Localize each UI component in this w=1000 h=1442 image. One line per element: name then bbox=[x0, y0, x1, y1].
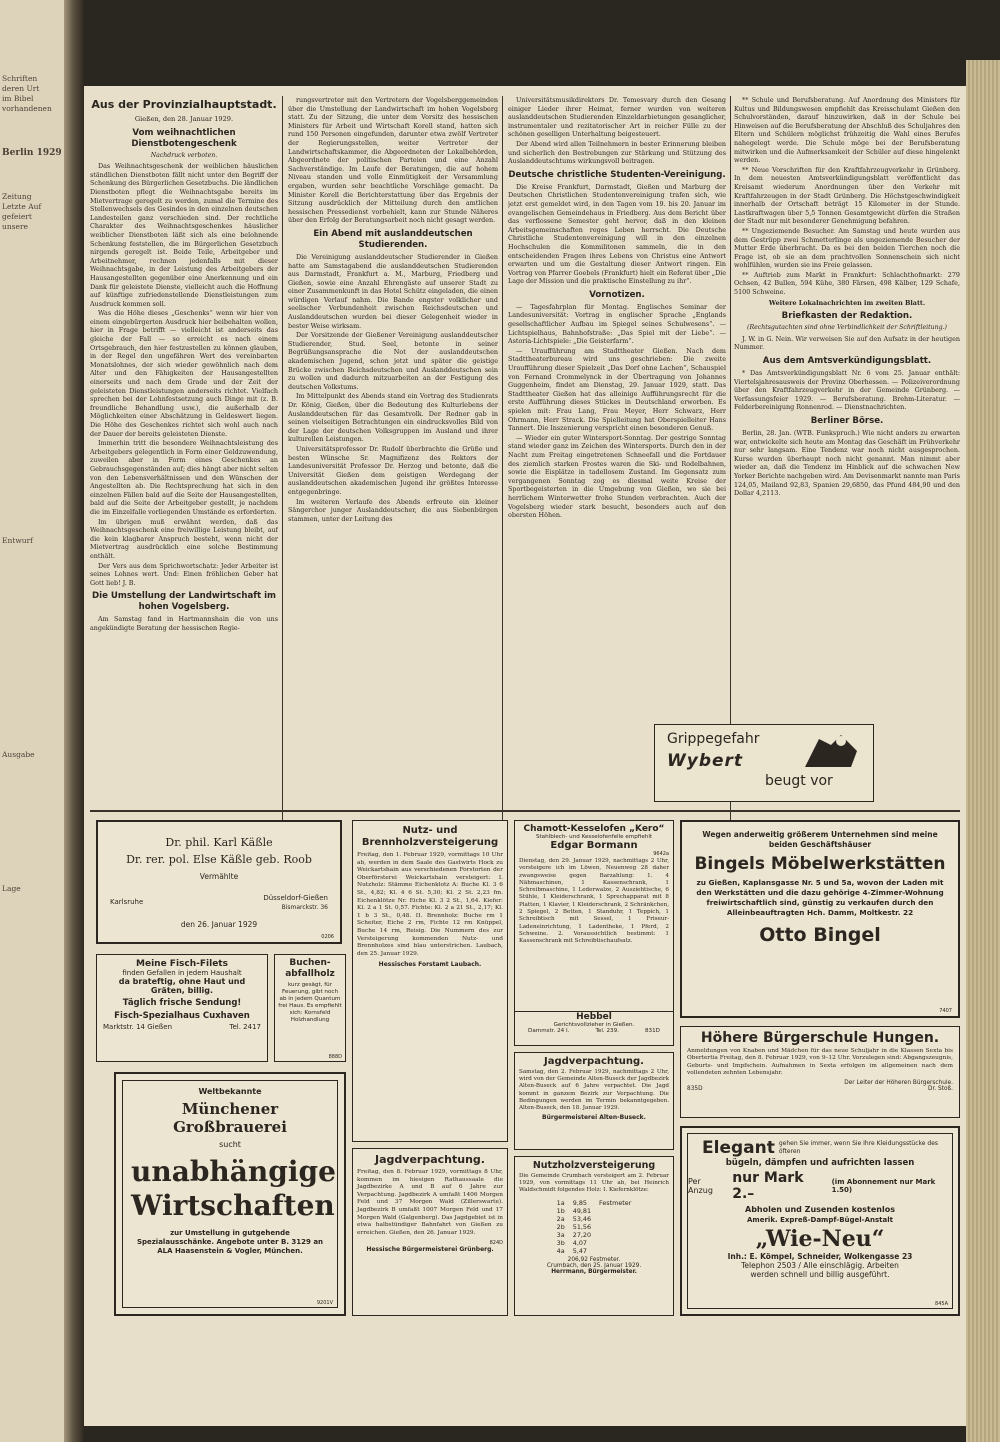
ad-address: Marktstr. 14 Gießen bbox=[103, 1023, 173, 1031]
ad-nutzholz bbox=[514, 1156, 674, 1316]
holz-cell bbox=[595, 1247, 635, 1255]
holz-cell: 9,85 bbox=[572, 1198, 587, 1207]
ad-wie-neu bbox=[680, 1126, 960, 1316]
column-2 bbox=[288, 96, 498, 822]
ad-subtitle: Stahlblech- und Kesselofenfelle empfiehlt bbox=[535, 834, 653, 840]
holz-cell: 5,47 bbox=[572, 1246, 587, 1255]
ad-phone: Tel. 2417 bbox=[229, 1023, 261, 1031]
article-heading: Vom weihnachtlichen Dienstbotengeschenk bbox=[131, 127, 237, 149]
ad-bingel bbox=[680, 820, 960, 1018]
ad-price-row bbox=[688, 1170, 952, 1202]
paragraph: * Das Amtsverkündigungsblatt Nr. 6 vom 25. Januar enthält: Viertelsjahresausweis der Provinz Oberhessen. — Polizeiverordnung über den Kraftfahrzeugverkehr in der Gemeinde Grünberg. — Verfassungsfeier 1929. — Berufsberatung. Brehm-Literatur. — Felderbereinigung Ronnenrod. — Dienstnachrichten. bbox=[734, 369, 960, 412]
ad-line: Telephon 2503 / Alle einschlägig. Arbeiten bbox=[741, 1261, 899, 1270]
ad-code: 9201V bbox=[316, 1300, 333, 1306]
note: (Rechtsgutachten sind ohne Verbindlichkeit der Schriftleitung.) bbox=[747, 324, 947, 332]
paragraph: Was die Höhe dieses „Geschenks“ wenn wir hier von einem eingebürgerten Ausdruck hier beibehalten wollen, hier in Frage betrifft — vielleicht ist anderseits das gleiche der Fall — so erreicht es nach einem Ortsgebrauch, den hier festzustellen zu können glauben, in der Regel den ungefähren Wert des vereinbarten Monatslohnes, der sich wieder gewöhnlich nach dem Alter und den Fähigkeiten der Hausangestellten einerseits und nach dem Grade und der Zeit der geleisteten Dienstleistungen anderseits richtet. Vielfach sprechen bei der Lohnfestsetzung auch Dinge mit (z. B. freundliche Behandlung usw.), die außerhalb der Möglichkeiten einer Abschätzung in Geldeswert liegen. Die Höhe des Geschenkes richtet sich wohl auch nach der Dauer der bereits geleisteten Dienste. bbox=[90, 309, 278, 438]
ad-line: Per Anzug bbox=[688, 1177, 713, 1195]
ad-line: Grippegefahr bbox=[667, 731, 760, 747]
ad-header bbox=[688, 1134, 952, 1158]
holz-cell: 4a bbox=[556, 1246, 565, 1255]
ad-muenchener bbox=[114, 1072, 346, 1316]
paragraph: ** Schule und Berufsberatung. Auf Anordnung des Ministers für Kultus und Bildungswesen empfiehlt das Kreisschulamt Gießen den Schulvorständen, darauf hinzuwirken, daß in der Schule bei Hinweisen auf die Berufsberatung der Abschluß des Schuljahres den Eltern und Schülern möglichst frühzeitig die Wahl eines Berufes nahegelegt werde. Die Schule möge bei der Berufsberatung mitwirken und die Aufmerksamkeit der Schüler auf diese hingelenkt werden. bbox=[734, 96, 960, 165]
ad-code: 835D bbox=[687, 1085, 703, 1092]
ad-sign: Dr. Stoß. bbox=[928, 1085, 953, 1092]
paragraph: Das Weihnachtsgeschenk der weiblichen häuslichen ständlichen Dienstboten fällt nicht unter den Begriff der Schenkung des Bürgerlichen Gesetzbuchs. Die ländlichen Dienstboten pflegt die Weihnachtsgabe bereits im Mietvertrage geregelt zu werden, zumal die Termine des Stellenwechsels des Gesindes in den einzelnen deutschen Landesteilen ganz verschieden sind. Der rechtliche Charakter des Weihnachtsgeschenkes häuslicher weiblicher Dienstboten läßt sich als eine belohnende Schenkung feststellen, die im Bürgerlichen Gesetzbuch nirgends geregelt ist. Beide Teile, Arbeitgeber und Arbeitnehmer, rechnen jedenfalls mit dieser Weihnachtsgabe, in der Leistung des Arbeitgebers der Hausangestellten gegenüber eine Anerkennung und ein Dank für geleistete Dienste, vielleicht auch die Hoffnung auf künftige zufriedenstellende Dienstleistungen zum Ausdruck kommen soll. bbox=[90, 162, 278, 308]
holz-cell: 2b bbox=[556, 1222, 565, 1231]
ad-code: 845A bbox=[935, 1301, 948, 1307]
ad-code: 831D bbox=[644, 1028, 660, 1034]
article-heading: Die Umstellung der Landwirtschaft im hohen Vogelsberg. bbox=[91, 591, 276, 613]
ad-city: Karlsruhe bbox=[110, 898, 144, 906]
ad-address: Bismarckstr. 36 bbox=[281, 904, 328, 911]
ad-text: zu Gießen, Kaplansgasse Nr. 5 und 5a, wovon der Laden mit den Werkstätten und die dazu gehörige 4-Zimmer-Wohnung freiwirtschaftlich sind, günstig zu verkaufen durch den Alleinbeauftragten Hch. Damm, Moltkestr. 22 bbox=[696, 878, 944, 917]
ad-text: Freitag, den 8. Februar 1929, vormittags 8 Uhr, kommen im hiesigen Rathaussaale die Jagdbezirke A und B auf 6 Jahre zur Verpachtung. Jagdbezirk A umfaßt 1406 Morgen Feld und 37 Morgen Wald (Zillerswarte). Jagdbezirk B umfaßt 1007 Morgen Feld und 17 Morgen Wald (Galgenberg). Das Jagdgebiet ist in etwa halbstündiger Bahnfahrt von Gießen zu erreichen. Gießen, den 26. Januar 1929. bbox=[357, 1169, 503, 1236]
ad-code: 7407 bbox=[939, 1008, 952, 1014]
paragraph: J. W. in G. Nein. Wir verweisen Sie auf den Aufsatz in der heutigen Nummer. bbox=[734, 334, 960, 352]
copyright-note: Nachdruck verboten. bbox=[150, 151, 218, 159]
ad-line: Dr. rer. pol. Else Käßle geb. Roob bbox=[126, 853, 312, 866]
holz-row bbox=[553, 1215, 636, 1223]
ad-line: werden schnell und billig ausgeführt. bbox=[750, 1270, 890, 1279]
column-rule bbox=[730, 96, 731, 820]
ad-code: 9642a bbox=[653, 851, 669, 857]
ad-line: beugt vor bbox=[765, 773, 833, 789]
paragraph: Berlin, 28. Jan. (WTB. Funkspruch.) Wie nicht anders zu erwarten war, entwickelte sich heute am Montag das Geschäft im Frühverkehr nur sehr langsam. Eine Tendenz war noch nicht ausgesprochen. Kurse wurden überhaupt noch nicht genannt. Man nimmt aber wieder an, daß die Tendenz im Hinblick auf die schwachen New Yorker Berichte nachgeben wird. Am Devisenmarkt nannte man Paris 124,05, Mailand 92,83, Spanien 29,6850, das Pfund 484,90 und den Dollar 4,2113. bbox=[734, 429, 960, 498]
ad-line: Vermählte bbox=[199, 872, 239, 881]
ad-text: Anmeldungen von Knaben und Mädchen für das neue Schuljahr in die Klassen Sexta bis Obertertia Freitag, den 8. Februar 1929, von 9–12 Uhr. Vorzulegen sind: Abgangszeugnis, Geburts- und Impfschein. Aufnahmen in Sexta erfolgen im allgemeinen nach dem vollendeten zehnten Lebensjahr. bbox=[687, 1048, 953, 1077]
ad-line: Gräten, billig. bbox=[150, 986, 214, 995]
column-1 bbox=[90, 96, 278, 822]
holz-cell: Festmeter bbox=[599, 1198, 632, 1207]
paragraph: — Wieder ein guter Wintersport-Sonntag. Der gestrige Sonntag stand wieder ganz im Zeichen des Wintersports. Durch den in der Nacht zum Freitag eingetretenen Schneefall und die Fortdauer des ziemlich starken Frostes waren die Ski- und Rodelbahnen, sowie die Eisplätze in tadellosem Zustand. Im Gegensatz zum vergangenen Sonntag zog es diesmal weite Kreise der Sportbegeisterten in die Umgebung von Gießen, wo sie bei herrlichem Winterwetter frohe Stunden verbrachten. Auch der Vogelsberg wieder stark besucht, besonders auch auf den obersten Höhen. bbox=[508, 433, 726, 520]
ad-headline: unabhängige Wirtschaften bbox=[131, 1155, 336, 1222]
holz-table bbox=[553, 1199, 636, 1255]
holz-cell: 49,81 bbox=[572, 1206, 592, 1215]
dateline: Gießen, den 28. Januar 1929. bbox=[134, 115, 234, 123]
holz-row bbox=[553, 1247, 636, 1255]
ad-text: zur Umstellung in gutgehende Spezialausschänke. Angebote unter B. 3129 an ALA Haasenstein & Vogler, München. bbox=[136, 1229, 324, 1255]
ad-code: 824D bbox=[489, 1240, 503, 1247]
paragraph: Der Vers aus dem Sprichwortschatz: Jeder Arbeiter ist seines Lohnes wert. Und: Einen fröhlichen Geber hat Gott lieb! J. B. bbox=[90, 561, 278, 587]
ad-sign: Bürgermeisterei Alten-Buseck. bbox=[542, 1114, 646, 1122]
paragraph: ** Ungeziemende Besucher. Am Samstag und heute wurden aus dem Gestrüpp zwei Schmetterlinge als ungeziemende Besucher der Mutter Erde überbracht. Da es bei den beiden Tierchen noch die Frage ist, ob sie an dem prachtvollen Sonnenschein sich nicht wohlfühlen, wurden sie ins Freie gelassen. bbox=[734, 226, 960, 270]
article-heading: Briefkasten der Redaktion. bbox=[781, 311, 913, 322]
ad-chamott bbox=[514, 820, 674, 1012]
paragraph: Universitätsprofessor Dr. Rudolf überbrachte die Grüße und besten Wünsche Sr. Magnifizenz des Rektors der Landesuniversität Professor Dr. Herzog und betonte, daß die Universität Gießen dem geistigen Werdegang der auslanddeutschen akademischen Jugend ihr größtes Interesse entgegenbringe. bbox=[288, 444, 498, 496]
ad-jagdverpachtung-1 bbox=[352, 1148, 508, 1316]
ad-text: kurz gesägt, für Feuerung, gibt noch ab in jedem Quantum frei Haus. Es empfiehlt sich: Kornsfeld Holzhandlung bbox=[278, 982, 342, 1023]
paragraph: Universitätsmusikdirektors Dr. Temesvary durch den Gesang einiger Lieder ihrer Heimat, ferner wurden von weiteren auslanddeutschen Studierenden Einzeldarbietungen gesanglicher, instrumentaler und rezitatorischer Art in reicher Fülle zu der schönen geselligen Unterhaltung beigesteuert. bbox=[508, 96, 726, 139]
ad-line: bügeln, dämpfen und aufrichten lassen bbox=[725, 1158, 915, 1168]
grippe-ad bbox=[654, 724, 874, 802]
ad-brand: Hebbel bbox=[576, 1012, 612, 1022]
paragraph: Immerhin tritt die besondere Weihnachtsleistung des Arbeitgebers gelegentlich in Form einer Geldzuwendung, zuweilen aber in Form eines Geschenkes an Gebrauchsgegenständen auf; dies hängt aber nicht selten von den Lebensverhältnissen und den Wünschen der Angestellten ab. Die Rechtsprechung hat sich in den einzelnen Fällen bald auf die Seite der Hausangestellten, bald auf die Seite der Arbeitgeber gestellt, je nachdem die im Einzelfalle vorliegenden Umstände es erforderten. bbox=[90, 439, 278, 516]
ad-brand: „Wie-Neu“ bbox=[755, 1226, 885, 1252]
holz-cell: 3b bbox=[556, 1238, 565, 1247]
ad-footer bbox=[681, 1086, 959, 1092]
book-gutter bbox=[64, 0, 84, 1442]
ad-brand: Edgar Bormann bbox=[550, 840, 638, 851]
paragraph: rungsvertreter mit den Vertretern der Vogelsberggemeinden über die Umstellung der Landwirtschaft im hohen Vogelsberg statt. Zu der Sitzung, die unter dem Vorsitz des hessischen Ministers für Arbeit und Wirtschaft Korell stand, hatten sich rund 150 Personen eingefunden, darunter etwa zwölf Vertreter der Regierungsstellen, weiter Vertreter der Landwirtschaftskammer, die Abgeordneten der Lokalbehörden, Abgeordnete der politischen Parteien und eine Anzahl Sachverständige. Im Laufe der Beratungen, die auf hohem Niveau standen und volle Einmütigkeit der Versammlung ergaben, wurden sehr beachtliche Vorschläge gemacht. Da Minister Korell die Berichterstattung über das Ergebnis der Sitzung ausdrücklich der Mitteilung durch den amtlichen hessischen Pressedienst vorbehielt, kann zur Stunde Näheres über den Erfolg der Beratungsarbeit noch nicht gesagt werden. bbox=[288, 96, 498, 225]
ad-text: Dienstag, den 29. Januar 1929, nachmittags 2 Uhr, versteigere ich im Löwen, Neuenweg 28 daher zwangsweise gegen Barzahlung: 1. 4 Nähmaschinen, 1 Kassenschrank, 1 Schreibmaschine, 1 Lederwalze, 2 Ausziehtische, 6 Stühle, 1 Kleiderschrank, 1 Sprechapparat mit 8 Platten, 1 Klavier, 1 Kleiderschrank, 2 Schränkchen, 2 Spiegel, 2 Betten, 1 Standuhr, 1 Teppich, 1 Schreibtisch mit Sessel, 1 Friseur-Ladeneinrichtung, 1 Ladentheke, 1 Pferd, 2 Schweine. 2. Voraussichtlich bestimmt: 1 Kassenschrank mit Schreibtischaufsatz. bbox=[519, 858, 669, 945]
ad-brand: Münchener Großbrauerei bbox=[173, 1100, 287, 1136]
column-3 bbox=[508, 96, 726, 822]
ad-line: finden Gefallen in jedem Haushalt bbox=[122, 969, 242, 977]
column-4 bbox=[734, 96, 960, 736]
binding-text-2: Berlin 1929 bbox=[2, 148, 62, 158]
ad-title: Nutz- und Brennholzversteigerung bbox=[361, 825, 499, 848]
paragraph: ** Auftrieb zum Markt in Frankfurt: Schlachthofmarkt: 279 Ochsen, 42 Bullen, 594 Kühe, 380 Färsen, 498 Kälber, 129 Schafe, 5100 Schweine. bbox=[734, 270, 960, 297]
column-rule bbox=[502, 96, 503, 820]
ad-hebbel bbox=[514, 1012, 674, 1046]
holz-total: 206,92 Festmeter. bbox=[567, 1256, 621, 1263]
binding-text-6: Lage bbox=[2, 884, 21, 893]
holz-row bbox=[553, 1231, 636, 1239]
ad-title: Nutzholzversteigerung bbox=[532, 1160, 656, 1171]
ad-brand: Wybert bbox=[667, 751, 744, 771]
holz-cell bbox=[595, 1231, 635, 1239]
ad-phone: Tel. 239. bbox=[595, 1028, 619, 1034]
ad-sign: Hessisches Forstamt Laubach. bbox=[378, 961, 482, 969]
paragraph: Die Kreise Frankfurt, Darmstadt, Gießen und Marburg der Deutschen Christlichen Studentenvereinigung trafen sich, wie jetzt erst gemeldet wird, in den Tagen vom 19. bis 20. Januar im evangelischen Gemeindehaus in Friedberg. Aus dem Bericht über das verflossene Semester geht hervor, daß in den kleinen Arbeitsgemeinschaften reges Leben herrscht. Die Deutsche Christliche Studentenvereinigung will in den einzelnen Hochschulen die Kommilitonen sammeln, die in den entscheidenden Fragen ihres Lebens von Christus eine Antwort erwarten und um die Gestaltung dieser Antwort ringen. Ein Vortrag von Pfarrer Goebels (Frankfurt) hielt ein Referat über „Die Lage der Mission und die praktische Einstellung zu ihr“. bbox=[508, 182, 726, 286]
ad-line: gehen Sie immer, wenn Sie Ihre Kleidungsstücke des öfteren bbox=[778, 1140, 939, 1155]
ad-line: Weltbekannte bbox=[198, 1087, 262, 1096]
holz-cell: 51,56 bbox=[572, 1222, 592, 1231]
holz-cell: 2a bbox=[556, 1214, 565, 1223]
ad-nutz-brennholz bbox=[352, 820, 508, 1142]
ad-title: Bingels Möbelwerkstätten bbox=[694, 854, 946, 874]
figure-illustration bbox=[801, 731, 863, 771]
holz-cell: 53,46 bbox=[572, 1214, 592, 1223]
section-heading: Aus der Provinzialhauptstadt. bbox=[91, 98, 277, 111]
holz-cell bbox=[595, 1239, 635, 1247]
binding-text-4: Entwurf bbox=[2, 536, 33, 545]
holz-cell: 27,20 bbox=[572, 1230, 592, 1239]
ad-line: sucht bbox=[219, 1140, 241, 1149]
paragraph: Im übrigen muß erwähnt werden, daß das Weihnachtsgeschenk eine freiwillige Leistung bleibt, auf die kein klagbarer Anspruch besteht, wenn nicht der Mietvertrag ausdrücklich eine solche Bestimmung enthält. bbox=[90, 517, 278, 560]
ad-title: Jagdverpachtung. bbox=[544, 1056, 644, 1067]
article-heading: Deutsche christliche Studenten-Vereinigung. bbox=[508, 169, 726, 180]
binding-text-1: Schriften deren Urt im Bibel vorhandenen bbox=[2, 74, 52, 113]
notice: Weitere Lokalnachrichten im zweiten Blatt. bbox=[768, 298, 926, 307]
paragraph: — Tagesfahrplan für Montag. Englisches Seminar der Landesuniversität: Vortrag in englischer Sprache „Englands gesellschaftlicher Aufbau im Spiegel seines Schulwesens“. — Lichtspielhaus, Bahnhofstraße: „Das Spiel mit der Liebe“. — Astoria-Lichtspiele: „Die Geisterfarm“. bbox=[508, 302, 726, 346]
ad-title: Chamott-Kesselofen „Kero“ bbox=[523, 824, 665, 834]
ad-sign: Herrmann, Bürgermeister. bbox=[551, 1268, 637, 1275]
ad-footer bbox=[103, 1023, 261, 1031]
column-rule bbox=[282, 96, 283, 820]
holz-row bbox=[553, 1207, 636, 1215]
binding-text-5: Ausgabe bbox=[2, 750, 35, 759]
ad-line: Meine Fisch-Filets bbox=[136, 959, 228, 969]
holz-cell bbox=[595, 1223, 635, 1231]
ad-code: 0206 bbox=[321, 934, 334, 940]
ads-rule bbox=[90, 810, 960, 812]
ad-brand: Otto Bingel bbox=[759, 924, 881, 946]
ad-line: Wegen anderweitig größerem Unternehmen sind meine beiden Geschäftshäuser bbox=[702, 830, 938, 849]
holz-row bbox=[553, 1223, 636, 1231]
page-edge bbox=[966, 60, 1000, 1442]
ad-footer bbox=[515, 1028, 673, 1034]
ad-line: da brateftig, ohne Haut und bbox=[118, 977, 246, 986]
ad-title: Elegant bbox=[702, 1138, 775, 1158]
paragraph: — Uraufführung am Stadttheater Gießen. Nach dem Stadttheaterbureau wird uns geschrieben: Die zweite Uraufführung dieser Spielzeit „Das Dorf ohne Lachen“, Schauspiel von Fernand Crommelynck in der Übertragung von Johannes Guggenheim, findet am Dienstag, 29. Januar 1929, statt. Das Stadttheater Gießen hat das alleinige Aufführungsrecht für die erste Aufführung dieses Stückes in Deutschland erworben. Es spielen mit: Frau Lang, Frau Meyer, Herr Schwarz, Herr Ohrmann, Herr Strack. Die Spielleitung hat Oberspielleiter Hans Tannert. Die Inszenierung verspricht einen besonderen Genuß. bbox=[508, 346, 726, 433]
ad-price: nur Mark 2.– bbox=[732, 1170, 804, 1202]
ad-text: Samstag, den 2. Februar 1929, nachmittags 2 Uhr, wird von der Gemeinde Alten-Buseck der Jagdbezirk Alten-Buseck auf 6 Jahre verpachtet. Die Jagd kommt in ganzem Bezirk zur Verpachtung. Die Bedingungen werden im Termin bekanntgegeben. Alten-Buseck, den 18. Januar 1929. bbox=[519, 1069, 669, 1112]
holz-row bbox=[553, 1199, 636, 1207]
article-heading: Vornotizen. bbox=[589, 289, 645, 300]
ad-date: den 26. Januar 1929 bbox=[180, 920, 258, 929]
ad-jagdverpachtung-2 bbox=[514, 1052, 674, 1150]
ad-subtitle: Gerichtsvollzieher in Gießen. bbox=[553, 1022, 635, 1028]
ad-line: (im Abonnement nur Mark 1.50) bbox=[831, 1178, 936, 1194]
ad-sign: Crumbach, den 25. Januar 1929. bbox=[546, 1262, 642, 1269]
ad-fisch bbox=[96, 954, 268, 1062]
ad-title: Jagdverpachtung. bbox=[375, 1153, 485, 1166]
paragraph: Der Vorsitzende der Gießener Vereinigung auslanddeutscher Studierender, Stud. Seel, betonte in seiner Begrüßungsansprache die Not der auslanddeutschen akademischen Jugend, schon jetzt und später die geistige Brücke zwischen Reichsdeutschen und Auslanddeutschen sein zu wollen und dadurch mitzuarbeiten an der Festigung des deutschen Volkstums. bbox=[288, 331, 498, 391]
ad-code: 888D bbox=[328, 1054, 342, 1060]
holz-cell bbox=[595, 1215, 635, 1223]
holz-cell: 3a bbox=[556, 1230, 565, 1239]
ad-line: Amerik. Expreß-Dampf-Bügel-Anstalt bbox=[747, 1216, 893, 1224]
ad-text: Freitag, den 1. Februar 1929, vormittags 10 Uhr ab, werden in dem Saale des Gastwirts Hock zu Weickartshain aus verschiedenen Forstorten der Oberförsterei Weickartshain versteigert: I. Nutzholz: Stämme Eichenklotz A: Buche Kl. 3 6 St., 4,82; Kl. 4 6 St. 5,30; Kl. 2 St. 2,23 fm. Eichenklötze Nr. Eiche Kl. 3 2 St., 1,64. Kiefer: Kl. 2 a 1 St. 0,57. Fichte: Kl. 2 a 21 St., 2,17; Kl. 1 b 3 St., 0,48. II. Brennholz: Buche rm 1 Scheiter, Eiche 2 rm, Fichte 12 rm Knüppel, Buche 14 rm, Reisig. Die Nummern des zur Versteigerung kommenden Nutz- und Brennholzes sind blau unterstrichen. Laubach, den 25. Januar 1929. bbox=[357, 852, 503, 957]
paragraph: Im Mittelpunkt des Abends stand ein Vortrag des Studienrats Dr. König, Gießen, über die Bedeutung des Kulturlebens der Auslanddeutschen für das Gesamtvolk. Der Redner gab in seinen vielseitigen Betrachtungen ein eindrucksvolles Bild von der Lage der deutschen Volksgruppen im Ausland und ihrer kulturellen Leistungen. bbox=[288, 392, 498, 444]
ad-title: Höhere Bürgerschule Hungen. bbox=[700, 1030, 940, 1046]
ad-line: Fisch-Spezialhaus Cuxhaven bbox=[114, 1011, 250, 1021]
ad-buchen bbox=[274, 954, 346, 1062]
holz-cell: 4,07 bbox=[572, 1238, 587, 1247]
ad-hoehere-buergerschule bbox=[680, 1026, 960, 1118]
newspaper-page bbox=[84, 86, 966, 1426]
ad-line: Inh.: E. Kömpel, Schneider, Wolkengasse 23 bbox=[727, 1252, 913, 1261]
holz-cell: 1b bbox=[556, 1206, 565, 1215]
ad-city: Düsseldorf-Gießen bbox=[263, 894, 328, 902]
ad-text: Die Gemeinde Crumbach versteigert am 2. Februar 1929, von vormittags 11 Uhr ab, bei Heinrich Waldschmidt folgendes Holz: I. Kiefernklötze: bbox=[519, 1173, 669, 1194]
adjacent-page-fragment bbox=[0, 0, 64, 1442]
ad-line: Täglich frische Sendung! bbox=[122, 998, 242, 1008]
paragraph: Am Samstag fand in Hartmannshain die von uns angekündigte Beratung der hessischen Regie- bbox=[90, 615, 278, 632]
article-heading: Ein Abend mit auslanddeutschen Studierenden. bbox=[313, 228, 473, 250]
ad-sign: Der Leiter der Höheren Bürgerschule. bbox=[844, 1079, 953, 1086]
ad-title: Buchen-abfallholz bbox=[285, 958, 335, 979]
paragraph: ** Neue Vorschriften für den Kraftfahrzeugverkehr in Grünberg. In dem neuesten Amtsverkündigungsblatt veröffentlicht das Kreisamt wiederum Anordnungen über den Verkehr mit Kraftfahrzeugen in der Stadt Grünberg. Die Höchstgeschwindigkeit innerhalb der Ortschaft beträgt 15 Kilometer in der Stunde. Lastkraftwagen über 5,5 Tonnen Gesamtgewicht dürfen die Straßen der Stadt nur mit besonderer Genehmigung befahren. bbox=[734, 165, 960, 226]
ad-address: Dammstr. 24 I. bbox=[528, 1028, 570, 1034]
ad-kaessle bbox=[96, 820, 342, 944]
binding-text-3: Zeitung Letzte Auf gefeiert unsere bbox=[2, 192, 42, 231]
holz-cell bbox=[595, 1207, 635, 1215]
paragraph: Der Abend wird allen Teilnehmern in bester Erinnerung bleiben und sicherlich den Bestrebungen zur Stärkung und Stützung des Auslanddeutschtums wirkungsvoll beitragen. bbox=[508, 139, 726, 166]
article-heading: Berliner Börse. bbox=[810, 416, 884, 426]
holz-row bbox=[553, 1239, 636, 1247]
ad-line: Abholen und Zusenden kostenlos bbox=[745, 1205, 895, 1214]
paragraph: Im weiteren Verlaufe des Abends erfreute ein kleiner Sängerchor junger Auslanddeutscher, die aus Siebenbürgen stammen, unter der Leitung des bbox=[288, 497, 498, 523]
article-heading: Aus dem Amtsverkündigungsblatt. bbox=[762, 356, 932, 367]
ad-sign: Hessische Bürgermeisterei Grünberg. bbox=[366, 1246, 494, 1254]
holz-cell: 1a bbox=[556, 1198, 565, 1207]
paragraph: Die Vereinigung auslanddeutscher Studierender in Gießen hatte am Samstagabend die auslanddeutschen Studierenden aus Darmstadt, Frankfurt a. M., Marburg, Friedberg und Gießen, sowie eine Anzahl Ehrengäste auf unserer Stadt zu einer Zusammenkunft in das Hotel Schütz eingeladen, die einen würdigen Verlauf nahm. Die Bande engster volklicher und seelischer Verbundenheit zwischen Reichsdeutschen und Auslanddeutschen wurden bei dieser Gelegenheit wieder in bester Weise wirksam. bbox=[288, 252, 498, 330]
ad-line: Dr. phil. Karl Käßle bbox=[165, 836, 273, 849]
